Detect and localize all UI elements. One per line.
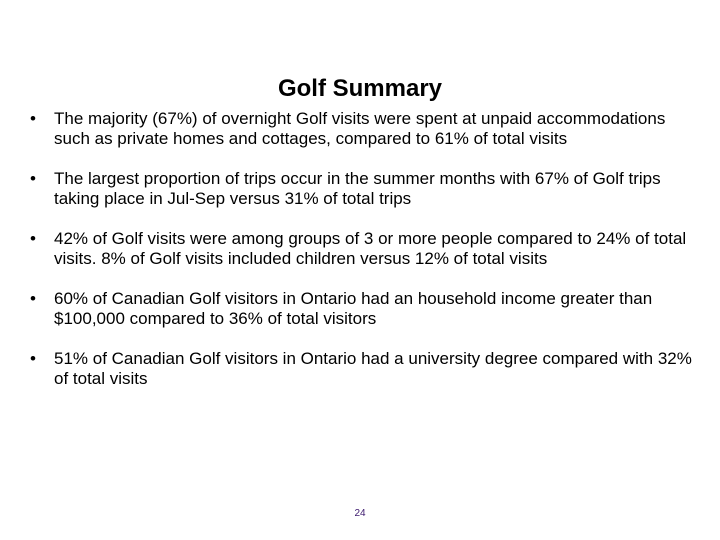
bullet-icon: • <box>30 289 36 308</box>
bullet-item <box>30 289 700 329</box>
bullet-icon: • <box>30 169 36 188</box>
bullet-icon: • <box>30 109 36 128</box>
slide-title: Golf Summary <box>277 75 443 102</box>
bullet-text: The largest proportion of trips occur in the summer months with 67% of Golf trips taking place in Jul-Sep versus 31% of total trips <box>54 169 661 208</box>
bullet-text: 60% of Canadian Golf visitors in Ontario had an household income greater than $100,000 compared to 36% of total visitors <box>54 289 653 328</box>
bullet-item <box>30 169 700 209</box>
page-number: 24 <box>354 508 366 519</box>
bullet-text: 51% of Canadian Golf visitors in Ontario had a university degree compared with 32% of total visits <box>54 349 692 388</box>
bullet-text: The majority (67%) of overnight Golf visits were spent at unpaid accommodations such as private homes and cottages, compared to 61% of total visits <box>54 109 666 148</box>
bullet-icon: • <box>30 229 36 248</box>
bullet-text: 42% of Golf visits were among groups of 3 or more people compared to 24% of total visits. 8% of Golf visits included children versus 12% of total visits <box>54 229 687 268</box>
bullet-list <box>30 109 700 409</box>
bullet-item <box>30 349 700 389</box>
bullet-item <box>30 109 700 149</box>
bullet-icon: • <box>30 349 36 368</box>
bullet-item <box>30 229 700 269</box>
